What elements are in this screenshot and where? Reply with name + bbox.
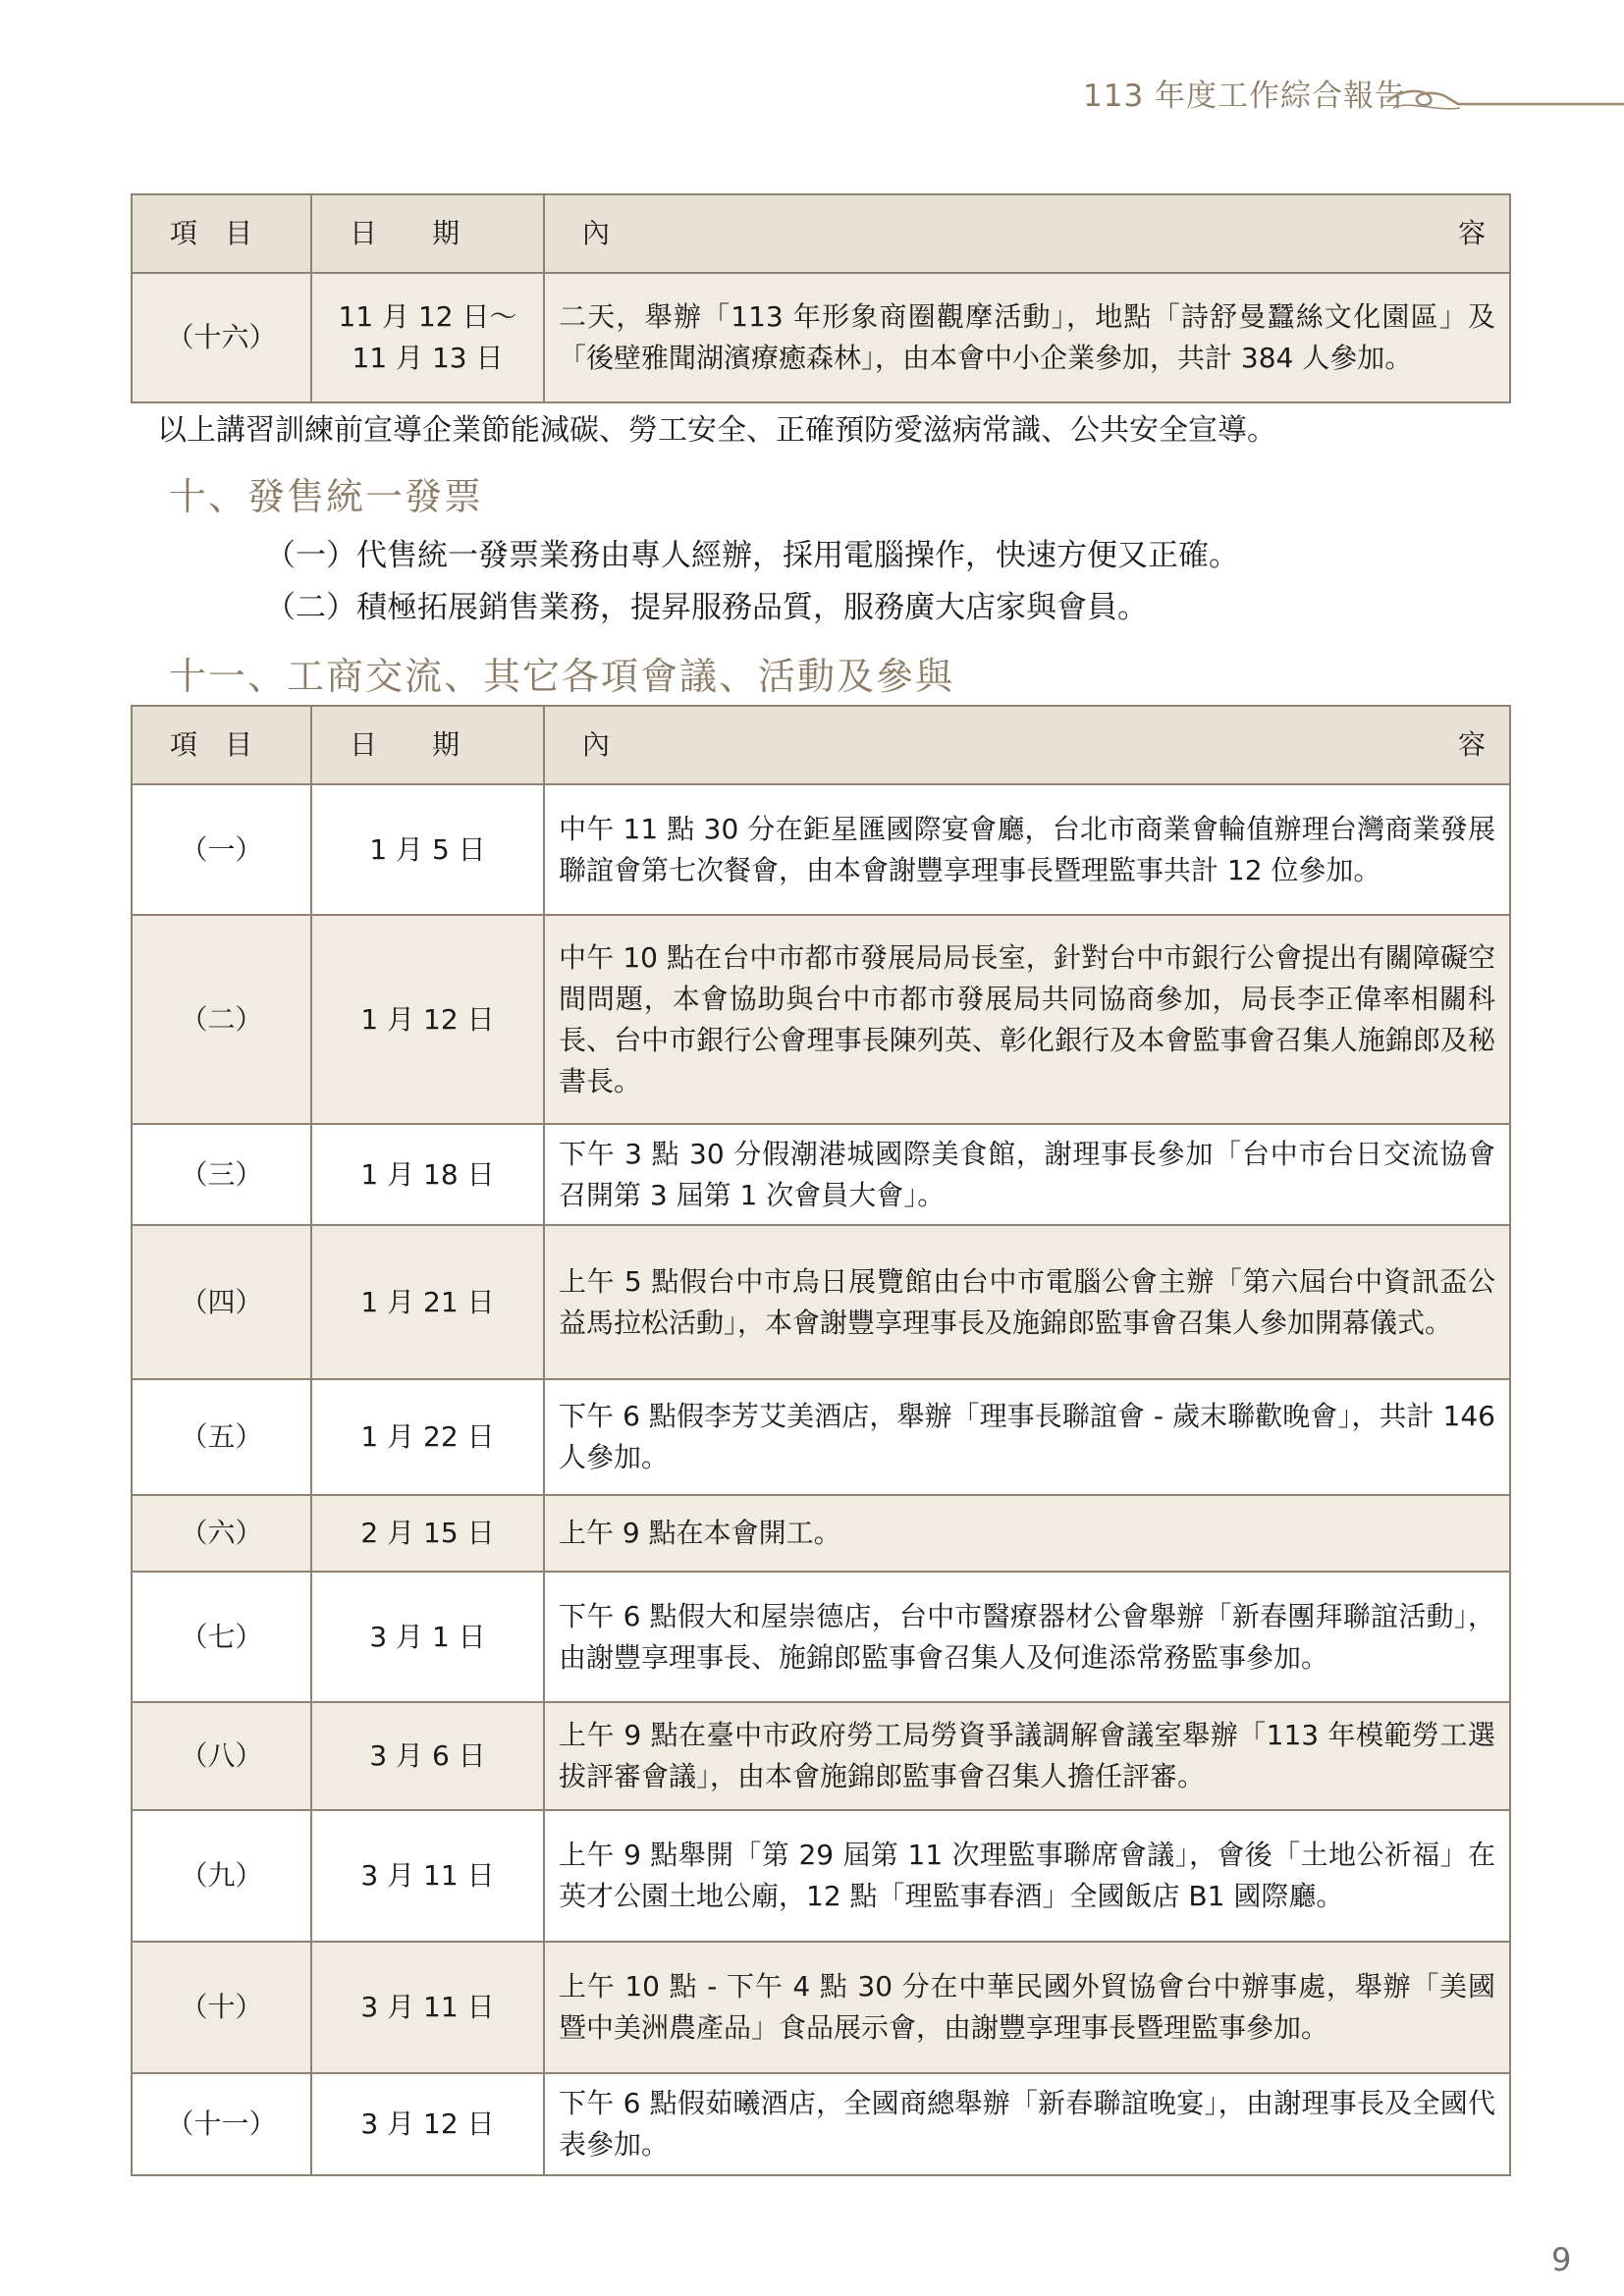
table-row [132,2073,1510,2175]
row-item: （九） [132,1810,311,1942]
row-date: 11 月 12 日～ 11 月 13 日 [311,273,544,402]
header-content-right: 容 [1457,728,1486,761]
row-date: 3 月 1 日 [311,1572,544,1702]
row-content: 下午 6 點假茹曦酒店，全國商總舉辦「新春聯誼晚宴」，由謝理事長及全國代表參加。 [544,2073,1510,2175]
table-row [132,1495,1510,1572]
row-content: 上午 5 點假台中市烏日展覽館由台中市電腦公會主辦「第六屆台中資訊盃公益馬拉松活動」，本會謝豐享理事長及施錦郎監事會召集人參加開幕儀式。 [544,1225,1510,1379]
table-row [132,1572,1510,1702]
header-date: 日 期 [311,194,544,273]
row-content: 下午 6 點假李芳艾美酒店，舉辦「理事長聯誼會 - 歲末聯歡晚會」，共計 146 人參加。 [544,1379,1510,1495]
table-row [132,273,1510,402]
row-item: （三） [132,1124,311,1225]
table-row [132,1702,1510,1810]
row-date: 1 月 18 日 [311,1124,544,1225]
header-item: 項 目 [132,706,311,784]
row-item: （十） [132,1942,311,2073]
row-date: 2 月 15 日 [311,1495,544,1572]
section-11-title: 十一、工商交流、其它各項會議、活動及參與 [169,655,955,698]
row-item: （五） [132,1379,311,1495]
row-item: （七） [132,1572,311,1702]
row-date: 1 月 21 日 [311,1225,544,1379]
table-row [132,1379,1510,1495]
scroll-ornament-icon [1380,71,1624,116]
header-content [544,706,1510,784]
row-item: （一） [132,784,311,915]
section-10-item-1: （一）代售統一發票業務由專人經辦，採用電腦操作，快速方便又正確。 [265,538,1239,573]
table-row [132,1810,1510,1942]
table-row [132,1124,1510,1225]
table-row [132,784,1510,915]
row-content: 上午 9 點舉開「第 29 屆第 11 次理監事聯席會議」，會後「土地公祈福」在英才公園土地公廟，12 點「理監事春酒」全國飯店 B1 國際廳。 [544,1810,1510,1942]
header-content-right: 容 [1457,217,1486,249]
header-item: 項 目 [132,194,311,273]
row-content: 二天，舉辦「113 年形象商圈觀摩活動」，地點「詩舒曼蠶絲文化園區」及「後壁雅聞湖濱療癒森林」，由本會中小企業參加，共計 384 人參加。 [544,273,1510,402]
row-content: 下午 6 點假大和屋崇德店，台中市醫療器材公會舉辦「新春團拜聯誼活動」，由謝豐享理事長、施錦郎監事會召集人及何進添常務監事參加。 [544,1572,1510,1702]
training-note: 以上講習訓練前宣導企業節能減碳、勞工安全、正確預防愛滋病常識、公共安全宣導。 [157,413,1276,448]
table-row [132,1225,1510,1379]
page-number: 9 [1551,2241,1572,2278]
row-date: 3 月 6 日 [311,1702,544,1810]
table-header-row [132,194,1510,273]
header-content-left: 內 [582,217,611,249]
row-content: 中午 10 點在台中市都市發展局局長室，針對台中市銀行公會提出有關障礙空間問題，本會協助與台中市都市發展局共同協商參加，局長李正偉率相關科長、台中市銀行公會理事長陳列英、彰化銀行及本會監事會召集人施錦郎及秘書長。 [544,915,1510,1124]
section-10-title: 十、發售統一發票 [169,475,484,518]
table-row [132,1942,1510,2073]
row-item: （六） [132,1495,311,1572]
row-item: （十六） [132,273,311,402]
row-item: （十一） [132,2073,311,2175]
row-date: 3 月 11 日 [311,1810,544,1942]
continued-activity-table [131,193,1511,403]
row-content: 上午 10 點 - 下午 4 點 30 分在中華民國外貿協會台中辦事處，舉辦「美國暨中美洲農產品」食品展示會，由謝豐享理事長暨理監事參加。 [544,1942,1510,2073]
row-content: 中午 11 點 30 分在鉅星匯國際宴會廳，台北市商業會輪值辦理台灣商業發展聯誼會第七次餐會，由本會謝豐享理事長暨理監事共計 12 位參加。 [544,784,1510,915]
row-date: 1 月 5 日 [311,784,544,915]
header-content [544,194,1510,273]
table-row [132,915,1510,1124]
activities-table [131,705,1511,2176]
report-title: 113 年度工作綜合報告 [1083,79,1407,114]
header-date: 日 期 [311,706,544,784]
section-10-item-2: （二）積極拓展銷售業務，提昇服務品質，服務廣大店家與會員。 [265,590,1148,625]
header-content-left: 內 [582,728,611,761]
row-date: 3 月 11 日 [311,1942,544,2073]
row-content: 上午 9 點在本會開工。 [544,1495,1510,1572]
row-content: 下午 3 點 30 分假潮港城國際美食館，謝理事長參加「台中市台日交流協會召開第 3 屆第 1 次會員大會」。 [544,1124,1510,1225]
row-item: （二） [132,915,311,1124]
table-header-row [132,706,1510,784]
row-date: 1 月 22 日 [311,1379,544,1495]
row-date: 3 月 12 日 [311,2073,544,2175]
row-date: 1 月 12 日 [311,915,544,1124]
row-item: （四） [132,1225,311,1379]
row-content: 上午 9 點在臺中市政府勞工局勞資爭議調解會議室舉辦「113 年模範勞工選拔評審會議」，由本會施錦郎監事會召集人擔任評審。 [544,1702,1510,1810]
row-item: （八） [132,1702,311,1810]
